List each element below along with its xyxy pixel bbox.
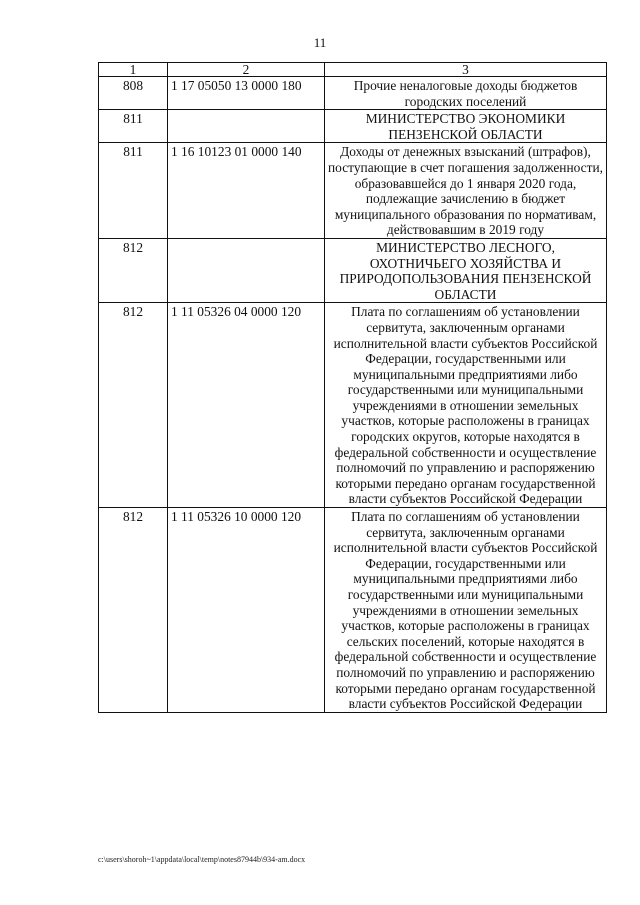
revenue-name-cell: Плата по соглашениям об установлении сервитута, заключенным органами исполнительной власти субъектов Российской Федерации, государственными или муниципальными предприятиями либо государственными или муниципальными учреждениями в отношении земельных участков, которые расположены в границах сельских поселений, которые находятся в федеральной собственности и осуществление полномочий по управлению и распоряжению которыми передано органам государственной власти субъектов Российской Федерации (325, 508, 607, 713)
revenue-name-cell: Прочие неналоговые доходы бюджетов городских поселений (325, 77, 607, 110)
footer-file-path: c:\users\shoroh~1\appdata\local\temp\notes87944b\934-am.docx (98, 855, 306, 864)
revenue-code-cell (168, 110, 325, 143)
table-header-row (99, 63, 607, 77)
revenue-code-cell: 1 17 05050 13 0000 180 (168, 77, 325, 110)
revenue-code-cell: 1 11 05326 04 0000 120 (168, 303, 325, 508)
ministry-name-cell: МИНИСТЕРСТВО ЭКОНОМИКИ ПЕНЗЕНСКОЙ ОБЛАСТИ (325, 110, 607, 143)
table-row (99, 143, 607, 239)
table-row (99, 238, 607, 302)
page-number: 11 (313, 35, 327, 50)
admin-code-cell: 812 (99, 303, 168, 508)
revenue-code-cell: 1 11 05326 10 0000 120 (168, 508, 325, 713)
table-row (99, 77, 607, 110)
table-row (99, 508, 607, 713)
revenue-name-cell: Плата по соглашениям об установлении сервитута, заключенным органами исполнительной власти субъектов Российской Федерации, государственными или муниципальными предприятиями либо государственными или муниципальными учреждениями в отношении земельных участков, которые расположены в границах городских округов, которые находятся в федеральной собственности и осуществление полномочий по управлению и распоряжению которыми передано органам государственной власти субъектов Российской Федерации (325, 303, 607, 508)
revenue-name-cell: Доходы от денежных взысканий (штрафов), поступающие в счет погашения задолженности, образовавшейся до 1 января 2020 года, подлежащие зачислению в бюджет муниципального образования по нормативам, действовавшим в 2019 году (325, 143, 607, 239)
admin-code-cell: 811 (99, 143, 168, 239)
admin-code-cell: 812 (99, 238, 168, 302)
ministry-name-cell: МИНИСТЕРСТВО ЛЕСНОГО, ОХОТНИЧЬЕГО ХОЗЯЙСТВА И ПРИРОДОПОЛЬЗОВАНИЯ ПЕНЗЕНСКОЙ ОБЛАСТИ (325, 238, 607, 302)
admin-code-cell: 808 (99, 77, 168, 110)
header-col-1: 1 (99, 63, 168, 77)
table-row (99, 303, 607, 508)
header-col-2: 2 (168, 63, 325, 77)
budget-codes-table (98, 62, 607, 713)
revenue-code-cell (168, 238, 325, 302)
table-row (99, 110, 607, 143)
admin-code-cell: 811 (99, 110, 168, 143)
revenue-code-cell: 1 16 10123 01 0000 140 (168, 143, 325, 239)
admin-code-cell: 812 (99, 508, 168, 713)
header-col-3: 3 (325, 63, 607, 77)
